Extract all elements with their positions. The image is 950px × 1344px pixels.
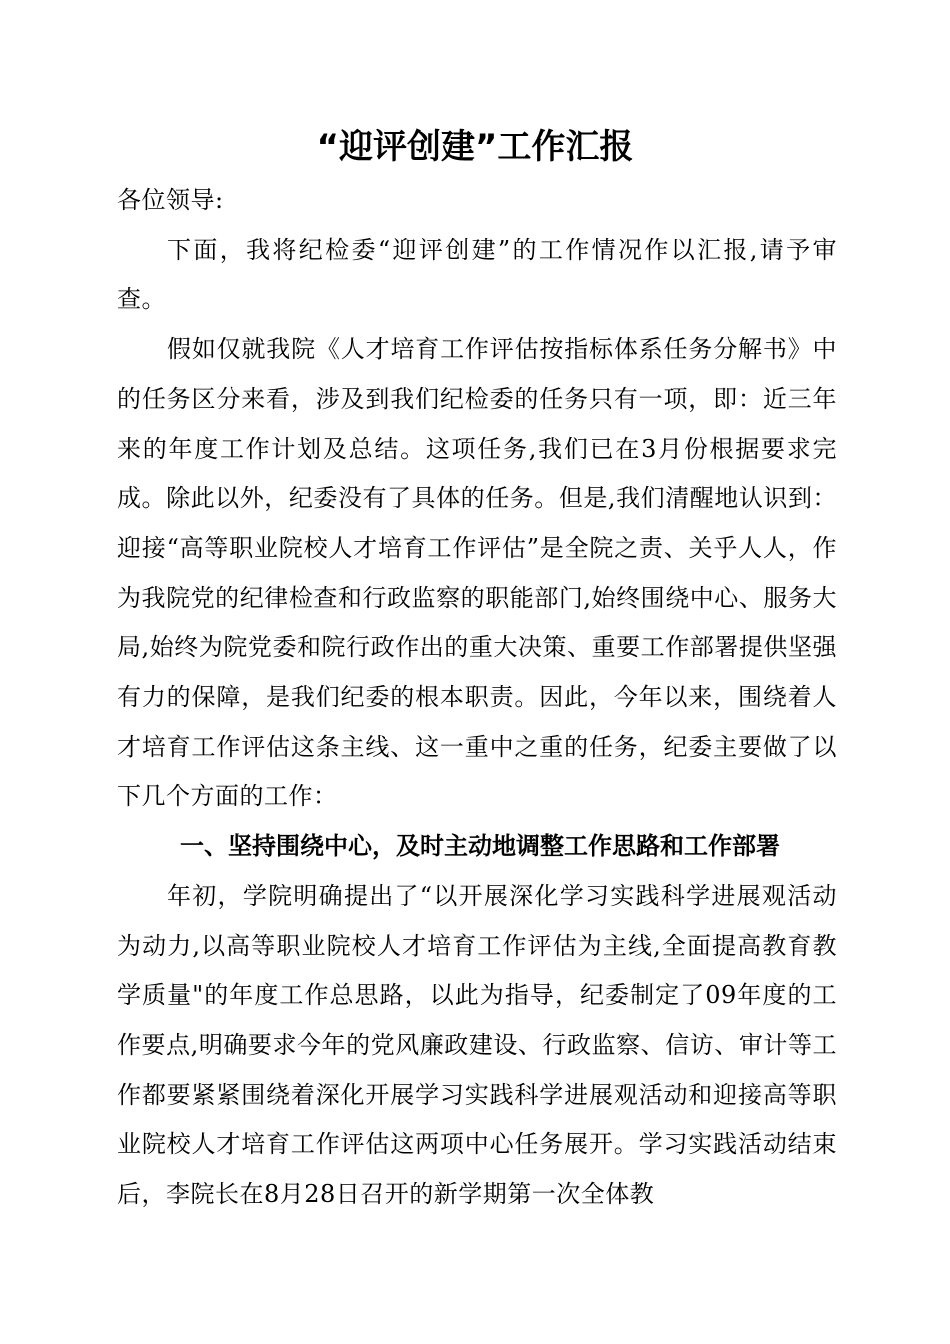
document-body — [117, 176, 837, 1220]
document-title: “迎评创建”工作汇报 — [316, 127, 634, 167]
section-heading: 一、坚持围绕中心，及时主动地调整工作思路和工作部署 — [180, 832, 780, 861]
paragraph-section-one: 年初，学院明确提出了“以开展深化学习实践科学进展观活动为动力,以高等职业院校人才培育工作评估为主线,全面提高教育教学质量"的年度工作总思路，以此为指导，纪委制定了09年度的工作要点,明确要求今年的党风廉政建设、行政监察、信访、审计等工作都要紧紧围绕着深化开展学习实践科学进展观活动和迎接高等职业院校人才培育工作评估这两项中心任务展开。学习实践活动结束后，李院长在8月28日召开的新学期第一次全体教 — [117, 881, 837, 1209]
paragraph-intro: 下面，我将纪检委“迎评创建”的工作情况作以汇报,请予审查。 — [117, 235, 837, 314]
salutation: 各位领导: — [117, 186, 224, 214]
paragraph-tasks: 假如仅就我院《人才培育工作评估按指标体系任务分解书》中的任务区分来看，涉及到我们纪检委的任务只有一项，即：近三年来的年度工作计划及总结。这项任务,我们已在3月份根据要求完成。除此以外，纪委没有了具体的任务。但是,我们清醒地认识到：迎接“高等职业院校人才培育工作评估”是全院之责、关乎人人，作为我院党的纪律检查和行政监察的职能部门,始终围绕中心、服务大局,始终为院党委和院行政作出的重大决策、重要工作部署提供坚强有力的保障，是我们纪委的根本职责。因此，今年以来，围绕着人才培育工作评估这条主线、这一重中之重的任务，纪委主要做了以下几个方面的工作： — [117, 335, 837, 811]
